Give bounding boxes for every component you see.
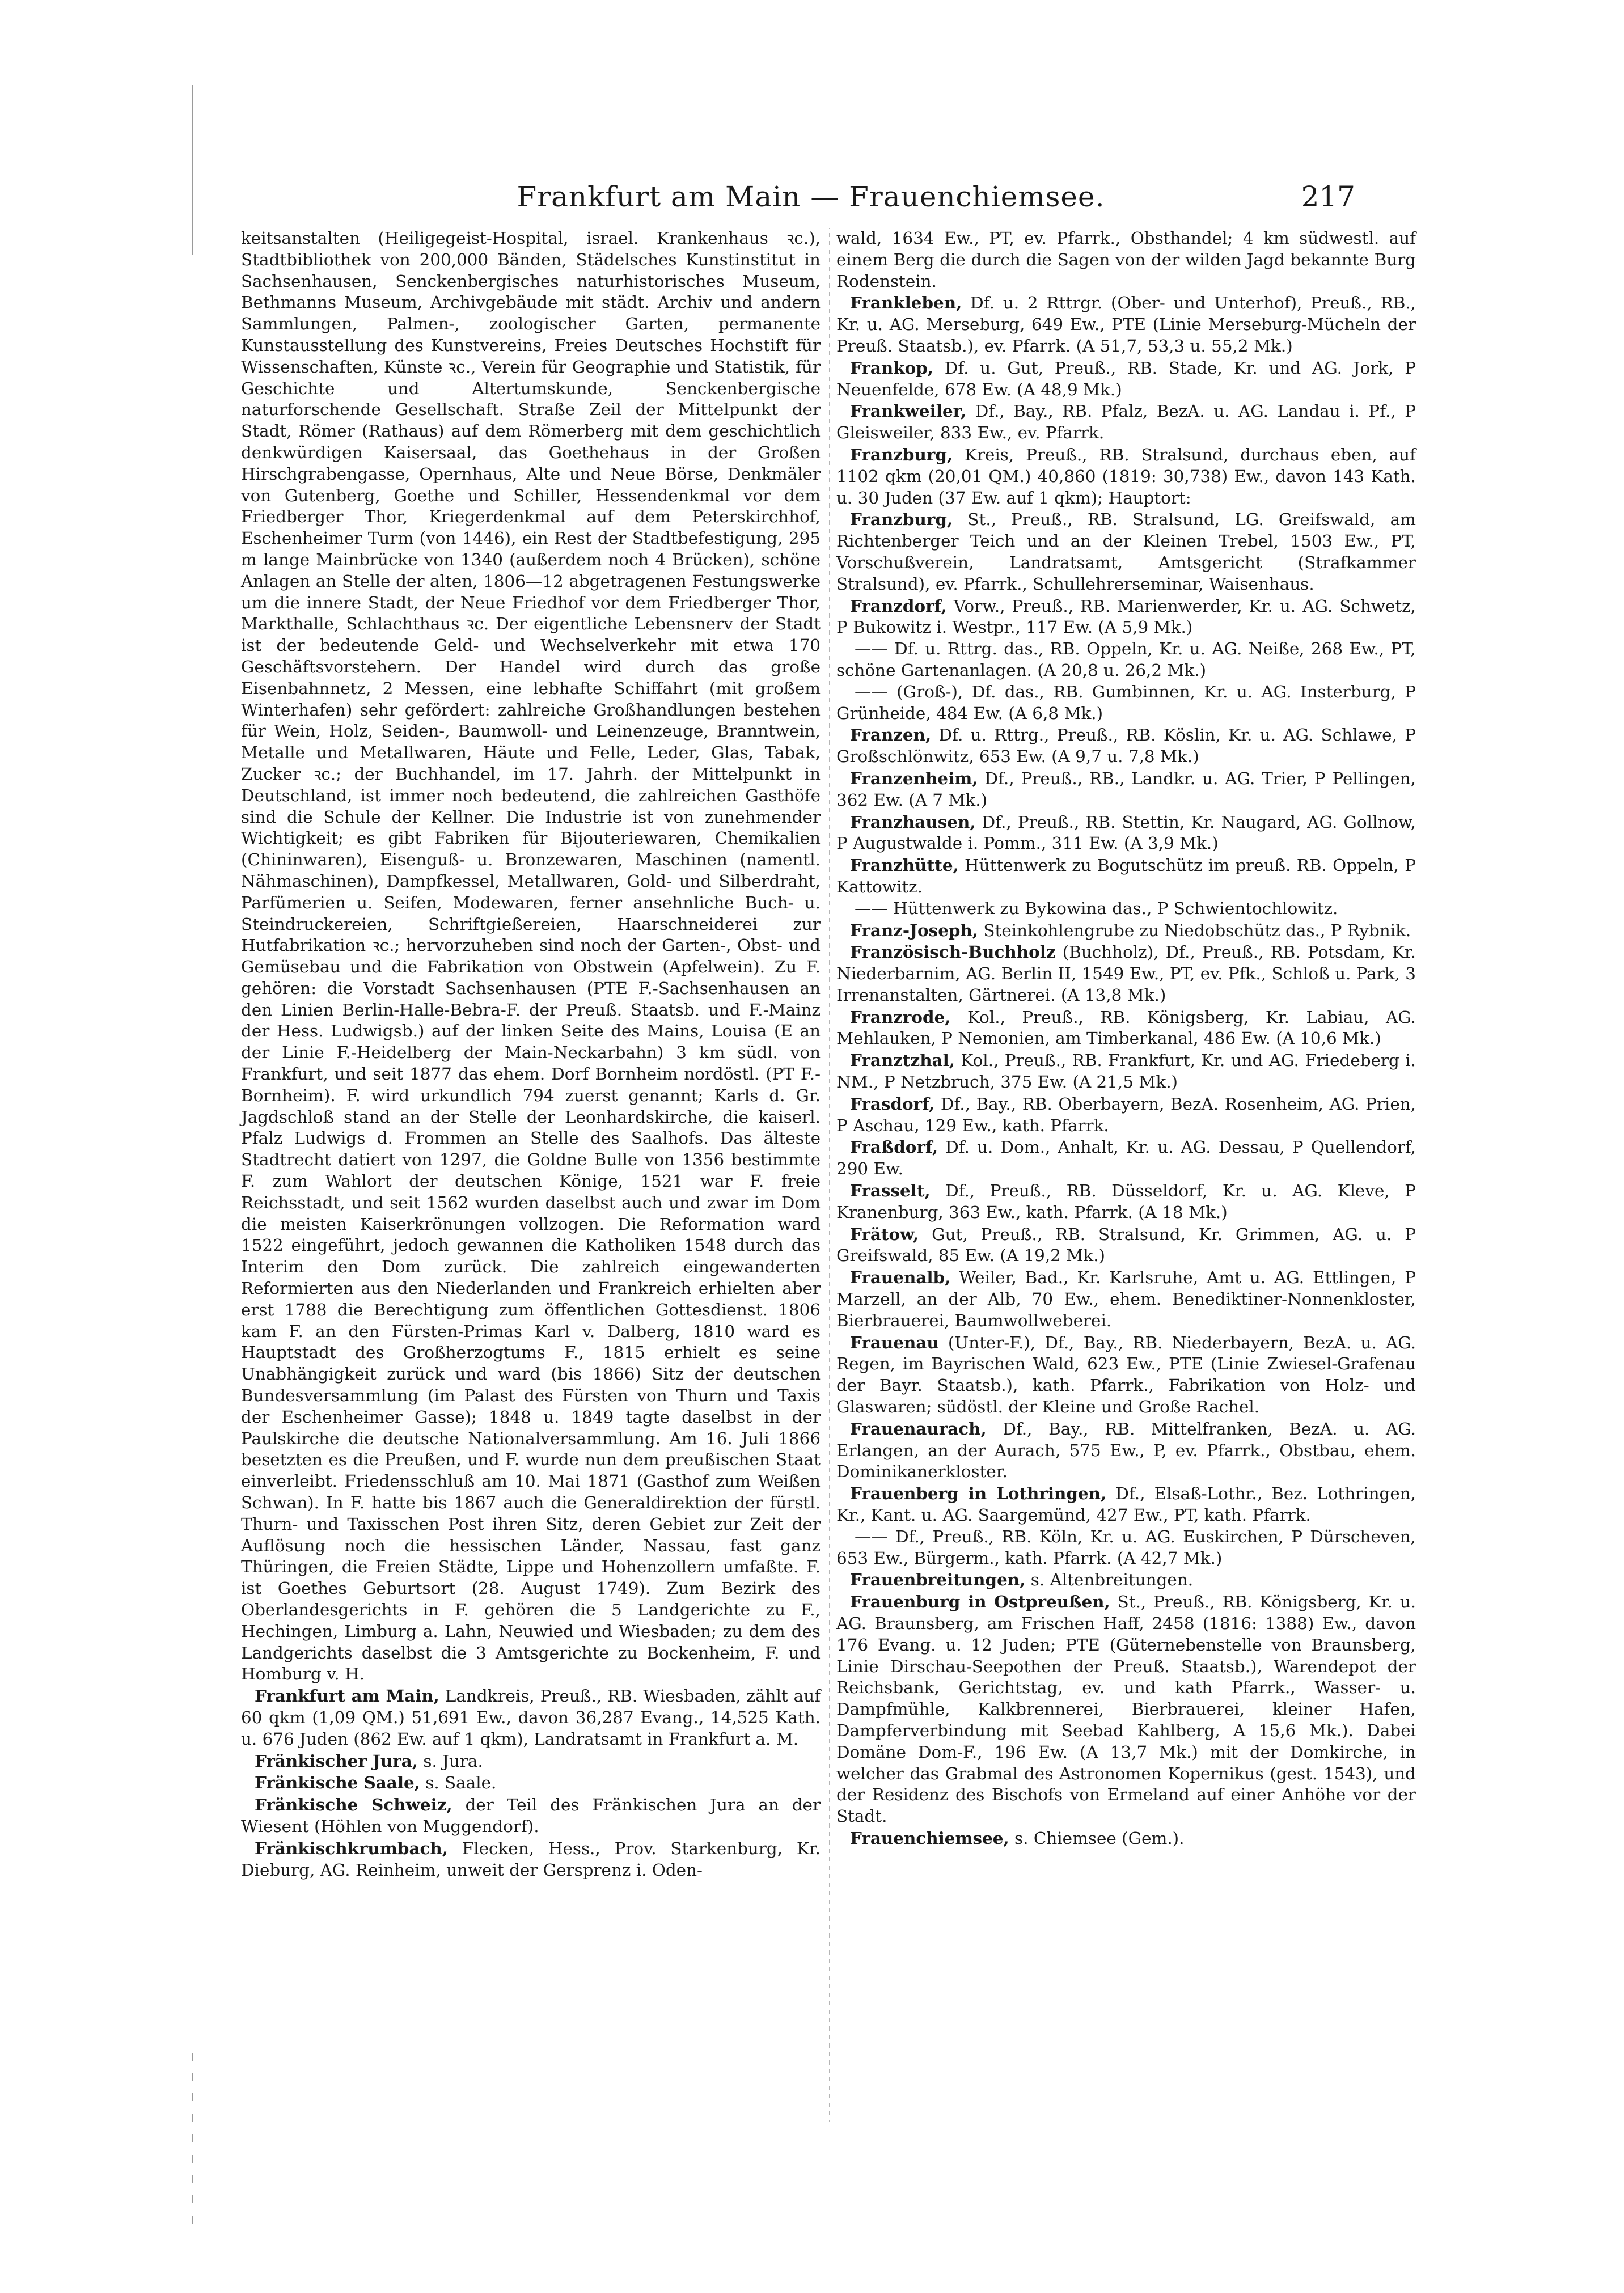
dictionary-entry [241, 1750, 821, 1772]
entry-text: St., Preuß., RB. Königsberg, Kr. u. AG. Braunsberg, am Frischen Haff, 2458 (1816: 1388) Ew., davon 176 Evang. u. 12 Juden; PTE (Güternebenstelle von Braunsberg, Linie Dirschau-Seepothen der Preuß. Staatsb.), Warendepot der Reichsbank, Gerichtstag, ev. und kath Pfarrk., Wasser- u. Dampfmühle, Kalkbrennerei, Bierbrauerei, kleiner Hafen, Dampferverbindung mit Seebad Kahlberg, A 15,6 Mk.). Dabei Domäne Dom-F., 196 Ew. (A 13,7 Mk.) mit der Domkirche, in welcher das Grabmal des Astronomen Kopernikus (gest. 1543), und der Residenz des Bischofs von Ermeland auf einer Anhöhe vor der Stadt. [836, 1592, 1416, 1826]
running-head: Frankfurt am Main — Frauenchiemsee. [517, 180, 1105, 213]
dictionary-entry [241, 1685, 821, 1750]
dictionary-entry [836, 1526, 1416, 1569]
entry-text: keitsanstalten (Heiligegeist-Hospital, israel. Krankenhaus ꝛc.), Stadtbibliothek von 200,000 Bänden, Städelsches Kunstinstitut in Sachsenhausen, Senckenbergisches naturhistorisches Museum, Bethmanns Museum, Archivgebäude mit städt. Archiv und andern Sammlungen, Palmen-, zoologischer Garten, permanente Kunstausstellung des Kunstvereins, Freies Deutsches Hochstift für Wissenschaften, Künste ꝛc., Verein für Geographie und Statistik, für Geschichte und Altertumskunde, Senckenbergische naturforschende Gesellschaft. Straße Zeil der Mittelpunkt der Stadt, Römer (Rathaus) auf dem Römerberg mit dem geschichtlich denkwürdigen Kaisersaal, das Goethehaus in der Großen Hirschgrabengasse, Opernhaus, Alte und Neue Börse, Denkmäler von Gutenberg, Goethe und Schiller, Hessendenkmal vor dem Friedberger Thor, Kriegerdenkmal auf dem Peterskirchhof, Eschenheimer Turm (von 1446), ein Rest der Stadtbefestigung, 295 m lange Mainbrücke von 1340 (außerdem noch 4 Brücken), schöne Anlagen an Stelle der alten, 1806—12 abgetragenen Festungswerke um die innere Stadt, der Neue Friedhof vor dem Friedberger Thor, Markthalle, Schlachthaus ꝛc. Der eigentliche Lebensnerv der Stadt ist der bedeutende Geld- und Wechselverkehr mit etwa 170 Geschäftsvorstehern. Der Handel wird durch das große Eisenbahnnetz, 2 Messen, eine lebhafte Schiffahrt (mit großem Winterhafen) sehr gefördert: zahlreiche Großhandlungen bestehen für Wein, Holz, Seiden-, Baumwoll- und Leinenzeuge, Branntwein, Metalle und Metallwaren, Häute und Felle, Leder, Glas, Tabak, Zucker ꝛc.; der Buchhandel, im 17. Jahrh. der Mittelpunkt in Deutschland, ist immer noch bedeutend, die zahlreichen Gasthöfe sind die Schule der Kellner. Die Industrie ist von zunehmender Wichtigkeit; es gibt Fabriken für Bijouteriewaren, Chemikalien (Chininwaren), Eisenguß- u. Bronzewaren, Maschinen (namentl. Nähmaschinen), Dampfkessel, Metallwaren, Gold- und Silberdraht, Parfümerien u. Seifen, Modewaren, ferner ansehnliche Buch- u. Steindruckereien, Schriftgießereien, Haarschneiderei zur Hutfabrikation ꝛc.; hervorzuheben sind noch der Garten-, Obst- und Gemüsebau und die Fabrikation von Obstwein (Apfelwein). Zu F. gehören: die Vorstadt Sachsenhausen (PTE F.-Sachsenhausen an den Linien Berlin-Halle-Bebra-F. der Preuß. Staatsb. und F.-Mainz der Hess. Ludwigsb.) auf der linken Seite des Mains, Louisa (E an der Linie F.-Heidelberg der Main-Neckarbahn) 3 km südl. von Frankfurt, und seit 1877 das ehem. Dorf Bornheim nordöstl. (PT F.-Bornheim). F. wird urkundlich 794 zuerst genannt; Karls d. Gr. Jagdschloß stand an der Stelle der Leonhardskirche, die kaiserl. Pfalz Ludwigs d. Frommen an Stelle des Saalhofs. Das älteste Stadtrecht datiert von 1297, die Goldne Bulle von 1356 bestimmte F. zum Wahlort der deutschen Könige, 1521 war F. freie Reichsstadt, und seit 1562 wurden daselbst auch und zwar im Dom die meisten Kaiserkrönungen vollzogen. Die Reformation ward 1522 eingeführt, jedoch gewannen die Katholiken 1548 durch das Interim den Dom zurück. Die zahlreich eingewanderten Reformierten aus den Niederlanden und Frankreich erhielten aber erst 1788 die Berechtigung zum öffentlichen Gottesdienst. 1806 kam F. an den Fürsten-Primas Karl v. Dalberg, 1810 ward es Hauptstadt des Großherzogtums F., 1815 erhielt es seine Unabhängigkeit zurück und ward (bis 1866) Sitz der deutschen Bundesversammlung (im Palast des Fürsten von Thurn und Taxis der Eschenheimer Gasse); 1848 u. 1849 tagte daselbst in der Paulskirche die deutsche Nationalversammlung. Am 16. Juli 1866 besetzten es die Preußen, und F. wurde nun dem preußischen Staat einverleibt. Friedensschluß am 10. Mai 1871 (Gasthof zum Weißen Schwan). In F. hatte bis 1867 auch die Generaldirektion der fürstl. Thurn- und Taxisschen Post ihren Sitz, deren Gebiet zur Zeit der Auflösung noch die hessischen Länder, Nassau, fast ganz Thüringen, die Freien Städte, Lippe und Hohenzollern umfaßte. F. ist Goethes Geburtsort (28. August 1749). Zum Bezirk des Oberlandesgerichts in F. gehören die 5 Landgerichte zu F., Hechingen, Limburg a. Lahn, Neuwied und Wiesbaden; zu dem des Landgerichts daselbst die 3 Amtsgerichte zu Bockenheim, F. und Homburg v. H. [241, 229, 821, 1684]
entry-text: s. Chiemsee (Gem.). [1009, 1828, 1185, 1848]
entry-text: —— Df. u. Rttrg. das., RB. Oppeln, Kr. u. AG. Neiße, 268 Ew., PT, schöne Gartenanlagen. (A 20,8 u. 26,2 Mk.) [836, 639, 1416, 680]
entry-text: —— (Groß-), Df. das., RB. Gumbinnen, Kr. u. AG. Insterburg, P Grünheide, 484 Ew. (A 6,8 Mk.) [836, 682, 1416, 723]
entry-headword: Frauenau [850, 1332, 939, 1352]
entry-text: Kreis, Preuß., RB. Stralsund, durchaus eben, auf 1102 qkm (20,01 QM.) 40,860 (1819: 30,738) Ew., davon 143 Kath. u. 30 Juden (37 Ew. auf 1 qkm); Hauptort: [836, 445, 1416, 507]
dictionary-entry [836, 357, 1416, 401]
entry-headword: Frauenbreitungen, [850, 1569, 1026, 1590]
entry-headword: Franztzhal, [850, 1050, 955, 1071]
entry-text: Kol., Preuß., RB. Königsberg, Kr. Labiau, AG. Mehlauken, P Nemonien, am Timberkanal, 486 Ew. (A 10,6 Mk.) [836, 1007, 1416, 1048]
entry-text: (Unter-F.), Df., Bay., RB. Niederbayern, BezA. u. AG. Regen, im Bayrischen Wald, 623 Ew., PTE (Linie Zwiesel-Grafenau der Bayr. Staatsb.), kath. Pfarrk., Fabrikation von Holz- und Glaswaren; südöstl. der Kleine und Große Rachel. [836, 1332, 1416, 1417]
entry-text: Steinkohlengrube zu Niedobschütz das., P Rybnik. [978, 920, 1411, 940]
dictionary-entry [836, 1591, 1416, 1827]
dictionary-entry [836, 1332, 1416, 1418]
page-header [267, 180, 1355, 226]
entry-headword: Fraßdorf, [850, 1137, 938, 1157]
dictionary-entry [836, 1224, 1416, 1267]
entry-text: St., Preuß., RB. Stralsund, LG. Greifswald, am Richtenberger Teich und an der Kleinen Trebel, 1503 Ew., PT, Vorschußverein, Landratsamt, Amtsgericht (Strafkammer Stralsund), ev. Pfarrk., Schullehrerseminar, Waisenhaus. [836, 510, 1416, 594]
entry-headword: Frätow, [850, 1224, 919, 1244]
dictionary-entry [836, 724, 1416, 768]
entry-text: Hüttenwerk zu Bogutschütz im preuß. RB. Oppeln, P Kattowitz. [836, 856, 1416, 896]
entry-text: s. Saale. [420, 1773, 497, 1793]
entry-text: s. Jura. [418, 1751, 483, 1771]
entry-text: Flecken, Hess., Prov. Starkenburg, Kr. Dieburg, AG. Reinheim, unweit der Gersprenz i. Oden- [241, 1838, 821, 1880]
dictionary-entry [836, 811, 1416, 855]
dictionary-entry [836, 768, 1416, 811]
entry-headword: Frauenchiemsee, [850, 1827, 1009, 1848]
entry-text: —— Df., Preuß., RB. Köln, Kr. u. AG. Euskirchen, P Dürscheven, 653 Ew., Bürgerm., kath. Pfarrk. (A 42,7 Mk.) [836, 1526, 1416, 1568]
continued-text [241, 228, 821, 1685]
entry-text: Df., Preuß., RB., Landkr. u. AG. Trier, P Pellingen, 362 Ew. (A 7 Mk.) [836, 768, 1416, 810]
dictionary-entry [836, 509, 1416, 595]
entry-headword: Franzen, [850, 725, 932, 745]
dictionary-entry [836, 1569, 1416, 1591]
entry-headword: Franzhütte, [850, 855, 959, 875]
dictionary-entry [836, 595, 1416, 639]
entry-headword: Franzrode, [850, 1006, 951, 1027]
entry-text: Df. u. 2 Rttrgr. (Ober- und Unterhof), Preuß., RB., Kr. u. AG. Merseburg, 649 Ew., PTE (Linie Merseburg-Mücheln der Preuß. Staatsb.), ev. Pfarrk. (A 51,7, 53,3 u. 55,2 Mk.) [836, 293, 1416, 356]
dictionary-entry [836, 941, 1416, 1006]
dictionary-entry [836, 1006, 1416, 1050]
scan-edge-mark-bottom [192, 2053, 193, 2228]
entry-text: Vorw., Preuß., RB. Marienwerder, Kr. u. AG. Schwetz, P Bukowitz i. Westpr., 117 Ew. (A 5,9 Mk.) [836, 596, 1416, 637]
entry-headword: Fränkischer Jura, [255, 1750, 418, 1771]
entry-text: —— Hüttenwerk zu Bykowina das., P Schwientochlowitz. [855, 898, 1338, 918]
entry-headword: Fränkische Schweiz, [255, 1795, 452, 1815]
dictionary-entry [241, 1838, 821, 1881]
entry-text: wald, 1634 Ew., PT, ev. Pfarrk., Obsthandel; 4 km südwestl. auf einem Berg die durch die Sagen von der wilden Jagd bekannte Burg Rodenstein. [836, 229, 1416, 291]
dictionary-entry [836, 682, 1416, 725]
left-column [241, 228, 821, 1881]
entry-text: Df. u. Rttrg., Preuß., RB. Köslin, Kr. u. AG. Schlawe, P Großschlönwitz, 653 Ew. (A 9,7 u. 7,8 Mk.) [836, 725, 1416, 767]
dictionary-entry [836, 898, 1416, 920]
dictionary-entry [836, 1418, 1416, 1483]
page-number: 217 [1301, 180, 1355, 213]
dictionary-entry [836, 1050, 1416, 1093]
entry-headword: Frauenberg in Lothringen, [850, 1483, 1107, 1504]
entry-headword: Frankop, [850, 357, 933, 378]
dictionary-entry [241, 1772, 821, 1794]
entry-headword: Frankleben, [850, 293, 962, 313]
dictionary-entry [836, 1093, 1416, 1137]
dictionary-entry [836, 400, 1416, 444]
entry-headword: Frasdorf, [850, 1093, 935, 1114]
entry-headword: Franzburg, [850, 444, 953, 464]
entry-text: Gut, Preuß., RB. Stralsund, Kr. Grimmen, AG. u. P Greifswald, 85 Ew. (A 19,2 Mk.) [836, 1224, 1416, 1266]
entry-headword: Frauenburg in Ostpreußen, [850, 1592, 1110, 1612]
entry-text: Df. u. Dom., Anhalt, Kr. u. AG. Dessau, P Quellendorf, 290 Ew. [836, 1137, 1416, 1179]
entry-text: Df., Preuß., RB. Stettin, Kr. Naugard, AG. Gollnow, P Augustwalde i. Pomm., 311 Ew. (A 3,9 Mk.) [836, 812, 1416, 853]
entry-headword: Frauenalb, [850, 1267, 951, 1288]
entry-text: (Buchholz), Df., Preuß., RB. Potsdam, Kr. Niederbarnim, AG. Berlin II, 1549 Ew., PT, ev. Pfk., Schloß u. Park, 3 Irrenanstalten, Gärtnerei. (A 13,8 Mk.) [836, 942, 1416, 1005]
dictionary-entry [836, 920, 1416, 942]
entry-headword: Frauenaurach, [850, 1418, 987, 1439]
entry-headword: Franzenheim, [850, 768, 978, 788]
dictionary-entry [836, 1136, 1416, 1180]
column-divider [829, 228, 830, 2122]
continued-text [836, 228, 1416, 292]
entry-headword: Franzdorf, [850, 595, 947, 616]
dictionary-entry [836, 444, 1416, 509]
entry-headword: Fränkischkrumbach, [255, 1838, 448, 1858]
dictionary-entry [836, 638, 1416, 682]
entry-text: Weiler, Bad., Kr. Karlsruhe, Amt u. AG. Ettlingen, P Marzell, an der Alb, 70 Ew., ehem. Benediktiner-Nonnenkloster, Bierbrauerei, Baumwollweberei. [836, 1268, 1416, 1330]
entry-text: Landkreis, Preuß., RB. Wiesbaden, zählt auf 60 qkm (1,09 QM.) 51,691 Ew., davon 36,287 Evang., 14,525 Kath. u. 676 Juden (862 Ew. auf 1 qkm), Landratsamt in Frankfurt a. M. [241, 1686, 821, 1749]
entry-headword: Franzhausen, [850, 811, 976, 832]
scan-edge-mark-top [192, 85, 193, 255]
dictionary-entry [241, 1794, 821, 1838]
right-column [836, 228, 1416, 1850]
dictionary-entry [836, 1267, 1416, 1331]
dictionary-entry [836, 292, 1416, 357]
entry-headword: Frankweiler, [850, 401, 967, 421]
entry-headword: Französisch-Buchholz [850, 942, 1056, 962]
entry-text: Df., Preuß., RB. Düsseldorf, Kr. u. AG. Kleve, P Kranenburg, 363 Ew., kath. Pfarrk. (A 18 Mk.) [836, 1181, 1416, 1222]
entry-text: s. Altenbreitungen. [1025, 1570, 1194, 1590]
entry-text: Df., Bay., RB. Mittelfranken, BezA. u. AG. Erlangen, an der Aurach, 575 Ew., P, ev. Pfarrk., Obstbau, ehem. Dominikanerkloster. [836, 1419, 1416, 1482]
entry-headword: Frasselt, [850, 1181, 931, 1201]
entry-headword: Franzburg, [850, 509, 953, 530]
entry-headword: Franz-Joseph, [850, 920, 979, 940]
dictionary-entry [836, 1827, 1416, 1850]
dictionary-entry [836, 854, 1416, 898]
entry-headword: Fränkische Saale, [255, 1772, 420, 1793]
entry-headword: Frankfurt am Main, [255, 1686, 439, 1706]
entry-text: Df. u. Gut, Preuß., RB. Stade, Kr. und AG. Jork, P Neuenfelde, 678 Ew. (A 48,9 Mk.) [836, 358, 1416, 399]
dictionary-entry [836, 1180, 1416, 1224]
entry-text: Kol., Preuß., RB. Frankfurt, Kr. und AG. Friedeberg i. NM., P Netzbruch, 375 Ew. (A 21,5 Mk.) [836, 1051, 1416, 1092]
entry-text: Df., Elsaß-Lothr., Bez. Lothringen, Kr., Kant. u. AG. Saargemünd, 427 Ew., PT, kath. Pfarrk. [836, 1484, 1416, 1525]
dictionary-entry [836, 1483, 1416, 1526]
entry-text: Df., Bay., RB. Pfalz, BezA. u. AG. Landau i. Pf., P Gleisweiler, 833 Ew., ev. Pfarrk. [836, 401, 1416, 443]
entry-text: der Teil des Fränkischen Jura an der Wiesent (Höhlen von Muggendorf). [241, 1795, 821, 1836]
entry-text: Df., Bay., RB. Oberbayern, BezA. Rosenheim, AG. Prien, P Aschau, 129 Ew., kath. Pfarrk. [836, 1094, 1416, 1135]
